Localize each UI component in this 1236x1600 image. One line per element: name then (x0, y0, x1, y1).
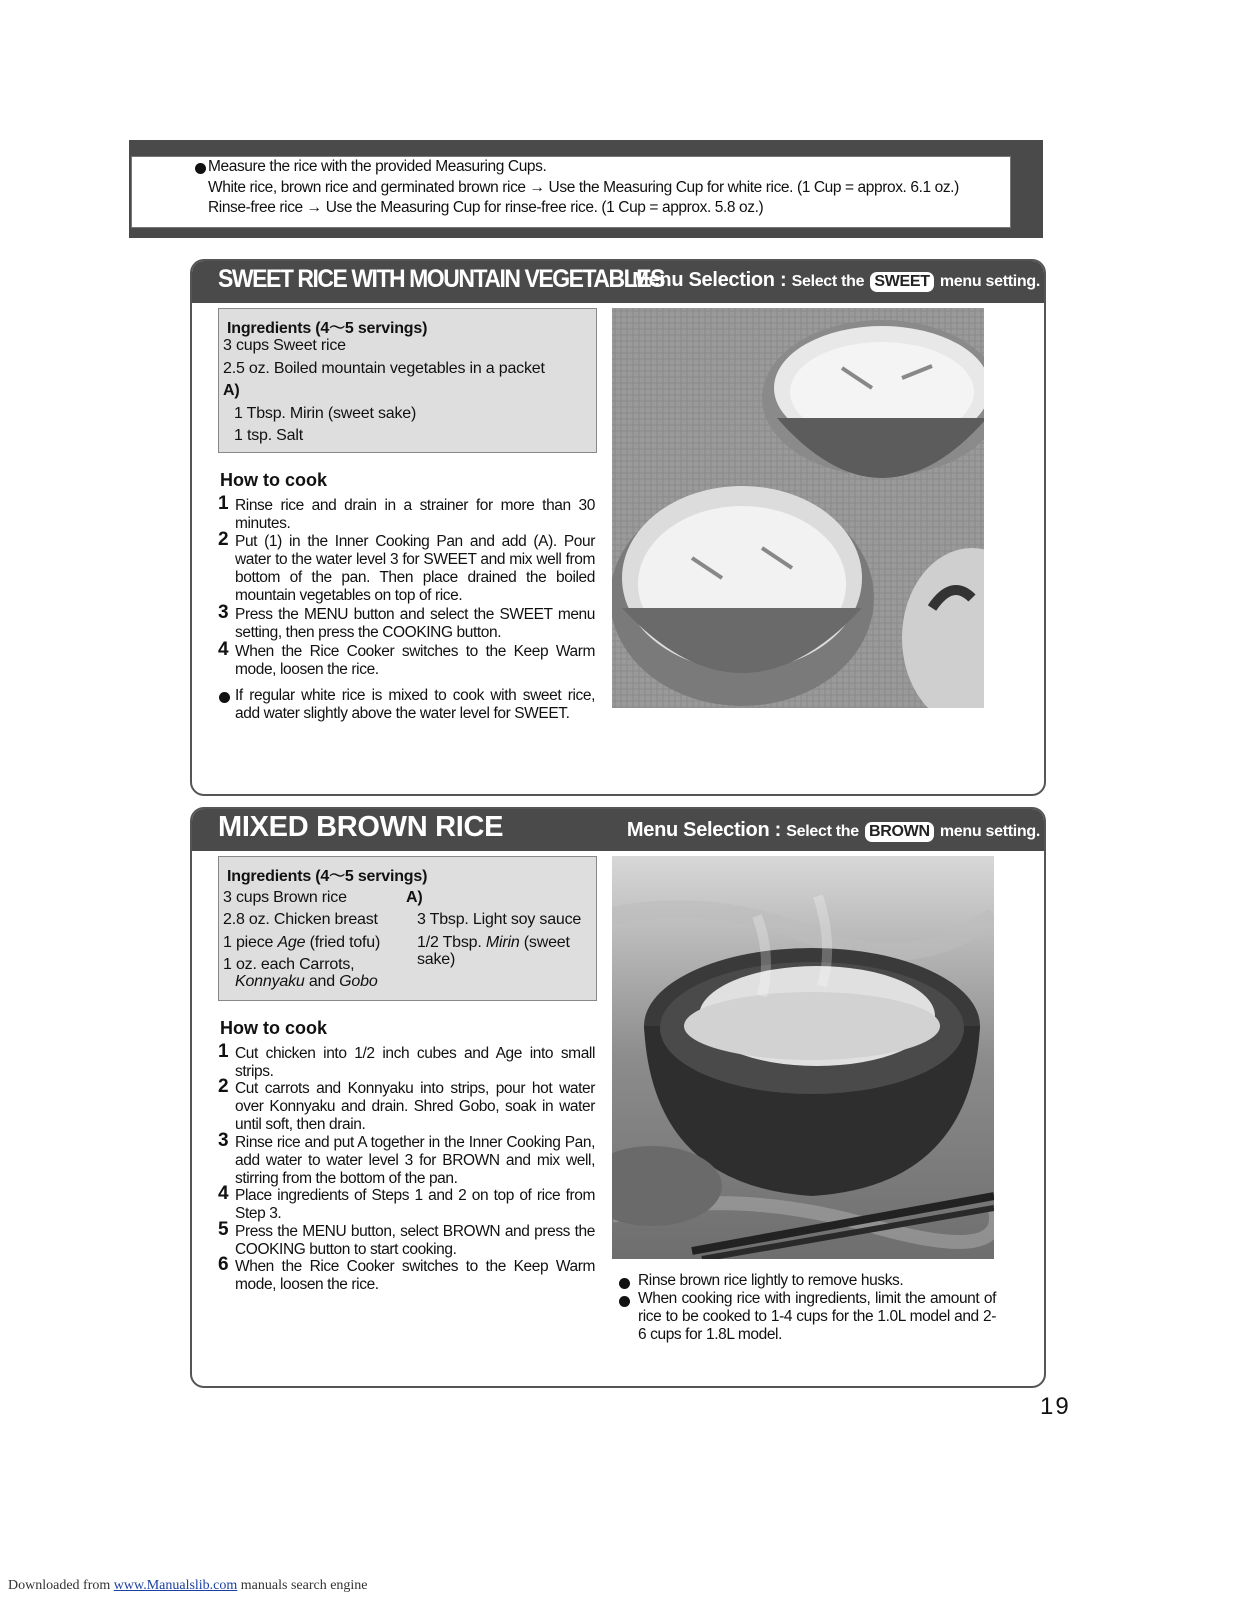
step-text: Place ingredients of Steps 1 and 2 on top of rice from Step 3. (235, 1187, 595, 1222)
brown-rice-panel (190, 807, 1046, 1388)
how-to-cook-heading: How to cook (220, 470, 327, 490)
step-text: Put (1) in the Inner Cooking Pan and add (A). Pour water to the water level 3 for SWEET and mix well from bottom of the pan. Then place drained the boiled mountain vegetables on top of rice. (235, 533, 595, 604)
panel-header (192, 261, 1044, 303)
ingredient-item (223, 934, 380, 952)
footer-pre: Downloaded from (8, 1578, 114, 1593)
step-text: Press the MENU button, select BROWN and press the COOKING button to start cooking. (235, 1223, 595, 1258)
tip-text: Rinse brown rice lightly to remove husks. (638, 1272, 904, 1289)
step-text: Rinse rice and put A together in the Inner Cooking Pan, add water to water level 3 for BROWN and mix well, stirring from the bottom of the pan. (235, 1134, 595, 1187)
step-number: 5 (218, 1219, 229, 1240)
menu-selection-label: Menu Selection : (632, 269, 792, 291)
step-text: Press the MENU button and select the SWEET menu setting, then press the COOKING button. (235, 606, 595, 641)
step-text: When the Rice Cooker switches to the Keep Warm mode, loosen the rice. (235, 1258, 595, 1293)
ingredient-item: 3 cups Sweet rice (223, 337, 346, 354)
recipe-title: MIXED BROWN RICE (218, 811, 504, 843)
ingredient-group-label: A) (223, 382, 240, 399)
ingredient-item-text: 1/2 Tbsp. (417, 934, 486, 951)
and-text: and (304, 973, 340, 990)
step-number: 2 (218, 1076, 229, 1097)
recipe-title: SWEET RICE WITH MOUNTAIN VEGETABLES (218, 265, 664, 293)
ingredients-box (218, 308, 597, 453)
note-line-2: White rice, brown rice and germinated brown rice → Use the Measuring Cup for white rice. (1 Cup = approx. 6.1 oz.) (208, 179, 959, 196)
step-number: 2 (218, 529, 229, 550)
ingredient-item: 3 Tbsp. Light soy sauce (417, 911, 582, 928)
ingredients-heading: Ingredients (4〜5 servings) (227, 868, 428, 885)
menu-selection-label: Menu Selection : (626, 819, 787, 841)
step-text: Cut carrots and Konnyaku into strips, pour hot water over Konnyaku and drain. Shred Gobo, soak in water until soft, then drain. (235, 1080, 595, 1133)
ingredient-item: 2.5 oz. Boiled mountain vegetables in a packet (223, 360, 545, 377)
footer (8, 1578, 368, 1594)
ingredients-heading: Ingredients (4〜5 servings) (227, 320, 428, 337)
ingredient-item (417, 934, 570, 952)
ingredient-item-text: 1 piece (223, 934, 278, 951)
step-number: 4 (218, 639, 229, 660)
footer-post: manuals search engine (237, 1578, 368, 1593)
panel-header (192, 809, 1044, 851)
ingredient-item: 1 Tbsp. Mirin (sweet sake) (234, 405, 417, 422)
note-line-3: Rinse-free rice → Use the Measuring Cup for rinse-free rice. (1 Cup = approx. 5.8 oz.) (208, 199, 764, 216)
tip-text: If regular white rice is mixed to cook with sweet rice, add water slightly above the water level for SWEET. (235, 687, 595, 722)
step-number: 6 (218, 1254, 229, 1275)
sweet-rice-photo (612, 308, 984, 708)
select-pre: Select the (786, 823, 864, 840)
ingredient-item: sake) (417, 951, 456, 968)
bullet-icon (219, 692, 230, 703)
brown-rice-photo (612, 856, 994, 1259)
note-line-1: Measure the rice with the provided Measuring Cups. (208, 158, 547, 175)
ingredients-box (218, 856, 597, 1001)
select-post: menu setting. (935, 273, 1040, 290)
bullet-icon (619, 1296, 630, 1307)
page-number: 19 (1040, 1393, 1071, 1420)
sweet-badge: SWEET (870, 272, 933, 292)
sweet-rice-panel (190, 259, 1046, 796)
gobo-term: Gobo (339, 973, 378, 990)
ingredient-item: 2.8 oz. Chicken breast (223, 911, 378, 928)
step-number: 3 (218, 602, 229, 623)
ingredient-item (235, 973, 378, 991)
step-number: 3 (218, 1130, 229, 1151)
step-number: 1 (218, 493, 229, 514)
select-pre: Select the (791, 273, 869, 290)
bullet-icon (619, 1278, 630, 1289)
age-term: Age (277, 934, 306, 951)
step-text: Rinse rice and drain in a strainer for more than 30 minutes. (235, 497, 595, 532)
step-text: Cut chicken into 1/2 inch cubes and Age into small strips. (235, 1045, 595, 1080)
ingredient-item: 1 oz. each Carrots, (223, 956, 355, 973)
step-number: 4 (218, 1183, 229, 1204)
age-note: (fried tofu) (305, 934, 381, 951)
ingredient-group-label: A) (406, 889, 423, 906)
ingredient-item: 3 cups Brown rice (223, 889, 347, 906)
mirin-note: (sweet (519, 934, 570, 951)
menu-selection (627, 819, 1040, 842)
step-number: 1 (218, 1041, 229, 1062)
select-post: menu setting. (935, 823, 1040, 840)
tip-text: When cooking rice with ingredients, limit the amount of rice to be cooked to 1-4 cups for the 1.0L model and 2-6 cups for 1.8L model. (638, 1290, 996, 1343)
manualslib-link[interactable]: www.Manualslib.com (113, 1578, 238, 1593)
menu-selection (632, 269, 1040, 292)
mirin-term: Mirin (485, 934, 520, 951)
brown-badge: BROWN (865, 822, 934, 842)
step-text: When the Rice Cooker switches to the Keep Warm mode, loosen the rice. (235, 643, 595, 678)
konnyaku-term: Konnyaku (235, 973, 305, 990)
how-to-cook-heading: How to cook (220, 1018, 327, 1038)
bullet-icon (195, 163, 206, 174)
ingredient-item: 1 tsp. Salt (234, 427, 303, 444)
